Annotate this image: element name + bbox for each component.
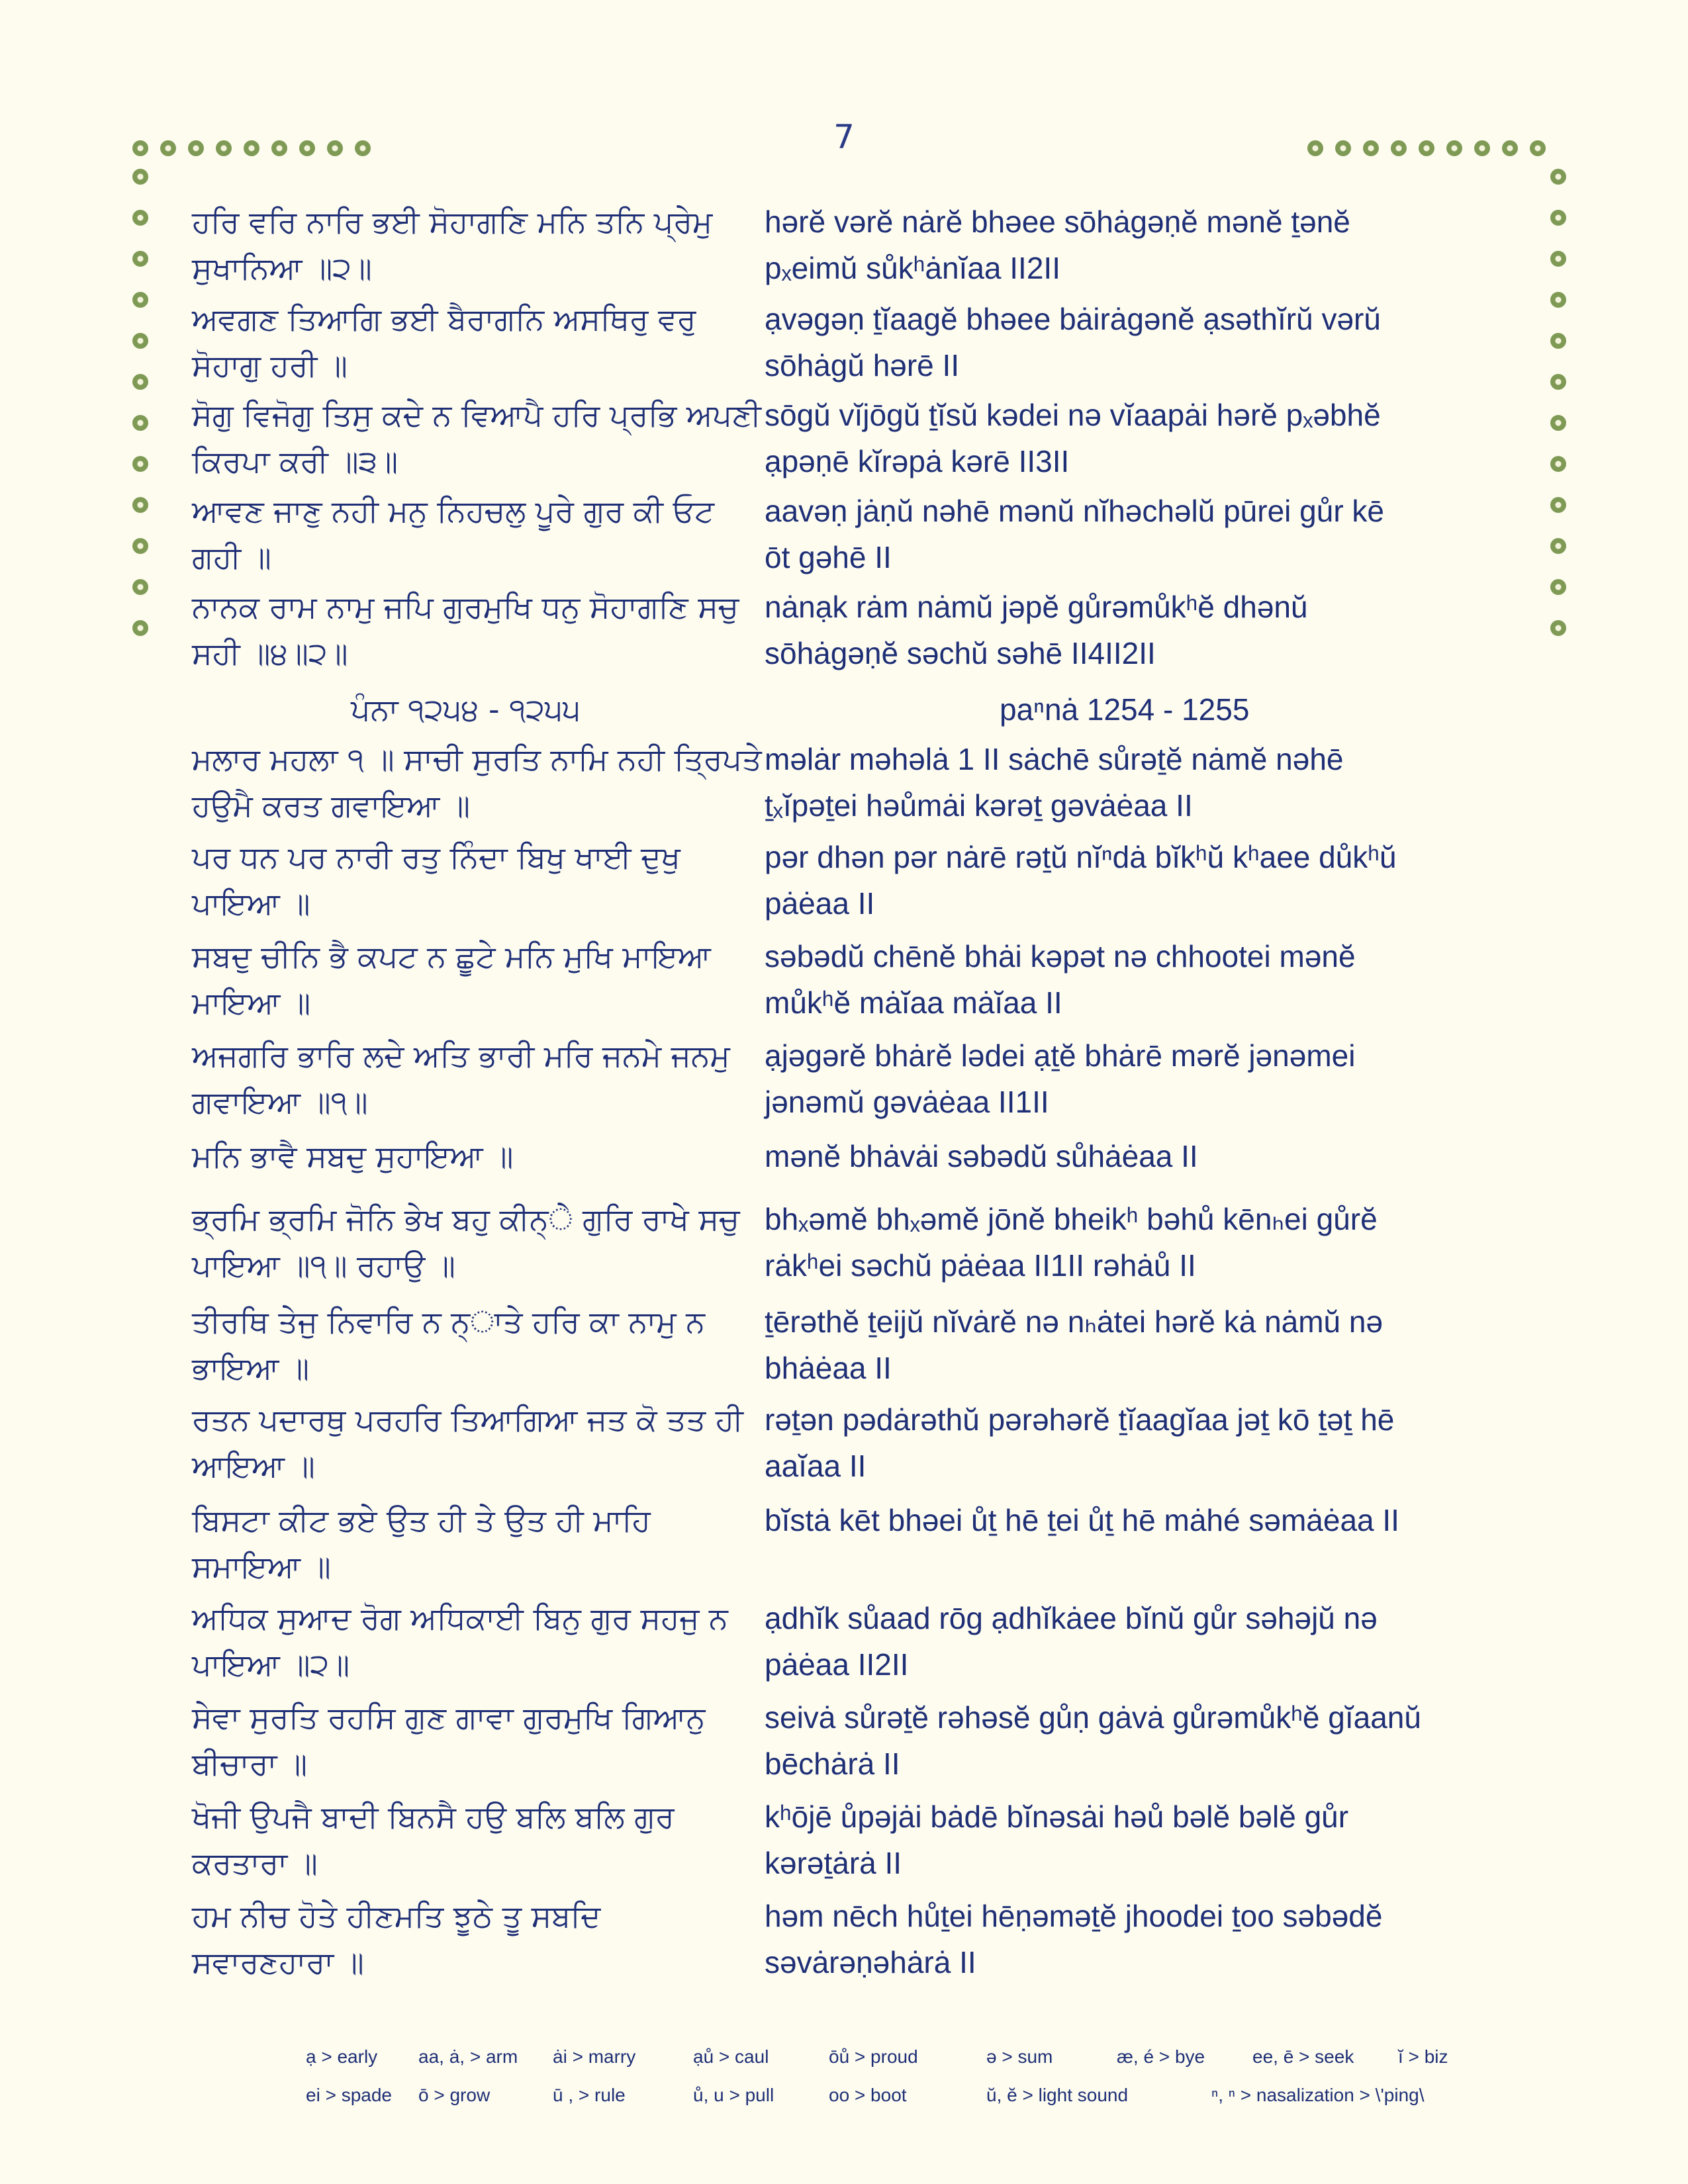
flower-ornament-icon <box>132 333 148 349</box>
flower-ornament-icon <box>1550 620 1566 636</box>
legend-entry: æ, é > bye <box>1117 2046 1205 2067</box>
legend-entry: oo > boot <box>829 2085 907 2105</box>
transliteration-line: aaĭaa II <box>765 1449 867 1483</box>
gurmukhi-line: ਖੋਜੀ ਉਪਜੈ ਬਾਦੀ ਬਿਨਸੈ ਹਉ ਬਲਿ ਬਲਿ ਗੁਰ <box>192 1799 675 1835</box>
gurmukhi-line: ਹਉਮੈ ਕਰਤ ਗਵਾਇਆ ॥ <box>192 788 470 823</box>
flower-ornament-icon <box>1550 251 1566 267</box>
transliteration-column <box>765 0 1519 2184</box>
transliteration-line: kʰōjē ůpəjȧi bȧdē bĭnəsȧi həů bəlĕ bəlĕ gůr <box>765 1799 1349 1834</box>
section-heading-transliteration: paⁿnȧ 1254 - 1255 <box>1000 692 1250 727</box>
flower-ornament-icon <box>132 579 148 595</box>
section-heading-gurmukhi: ਪੰਨਾ ੧੨੫੪ - ੧੨੫੫ <box>351 692 581 727</box>
legend-entry: ee, ē > seek <box>1252 2046 1354 2067</box>
gurmukhi-line: ਮਾਇਆ ॥ <box>192 985 311 1021</box>
legend-entry: ō > grow <box>418 2085 491 2105</box>
gurmukhi-line: ਬਿਸਟਾ ਕੀਟ ਭਏ ਉਤ ਹੀ ਤੇ ਉਤ ਹੀ ਮਾਹਿ <box>192 1502 651 1538</box>
transliteration-line: nȧnạk rȧm nȧmŭ jəpĕ gůrəmůkʰĕ dhənŭ <box>765 590 1308 624</box>
flower-ornament-icon <box>132 497 148 513</box>
flower-ornament-icon <box>132 140 148 156</box>
gurmukhi-line: ਕਿਰਪਾ ਕਰੀ ॥੩॥ <box>192 443 399 479</box>
gurmukhi-line: ਭ੍ਰਮਿ ਭ੍ਰਮਿ ਜੋਨਿ ਭੇਖ ਬਹੁ ਕੀਨ੍ੇ ਗੁਰਿ ਰਾਖੇ ਸਚੁ <box>192 1201 740 1237</box>
transliteration-line: sōhȧgŭ hərē II <box>765 348 960 383</box>
flower-ornament-icon <box>1530 140 1546 156</box>
legend-entry: aa, ȧ, > arm <box>418 2046 518 2067</box>
gurmukhi-line: ਅਜਗਰਿ ਭਾਰਿ ਲਦੇ ਅਤਿ ਭਾਰੀ ਮਰਿ ਜਨਮੇ ਜਨਮੁ <box>192 1038 730 1073</box>
flower-ornament-icon <box>1550 456 1566 472</box>
legend-entry: ạů > caul <box>693 2046 769 2067</box>
transliteration-line: rȧkʰei səchŭ pȧėaa II1II rəhȧů II <box>765 1248 1196 1283</box>
flower-ornament-icon <box>1550 415 1566 431</box>
legend-entry: ə > sum <box>986 2046 1053 2067</box>
legend-entry: ōů > proud <box>829 2046 918 2067</box>
transliteration-line: bēchȧrȧ II <box>765 1747 900 1781</box>
gurmukhi-line: ਪਾਇਆ ॥੨॥ <box>192 1647 350 1682</box>
legend-entry: ȧi > marry <box>553 2046 636 2067</box>
transliteration-line: ṯērəthĕ ṯeijŭ nĭvȧrĕ nə nₕȧtei hərĕ kȧ nȧmŭ nə <box>765 1304 1383 1339</box>
transliteration-line: pₓeimŭ sůkʰȧnĭaa II2II <box>765 251 1060 285</box>
gurmukhi-line: ਪਰ ਧਨ ਪਰ ਨਾਰੀ ਰਤੁ ਨਿੰਦਾ ਬਿਖੁ ਖਾਈ ਦੁਖੁ <box>192 839 680 875</box>
flower-ornament-icon <box>132 620 148 636</box>
transliteration-line: rəṯən pədȧrəthŭ pərəhərĕ ṯĭaagĭaa jəṯ kō ṯəṯ hē <box>765 1402 1395 1437</box>
transliteration-line: ạpəṇē kĭrəpȧ kərē II3II <box>765 444 1070 478</box>
legend-entry: ŭ, ĕ > light sound <box>986 2085 1129 2105</box>
legend-entry: ĭ > biz <box>1398 2046 1448 2067</box>
legend-entry: ạ > early <box>306 2046 378 2067</box>
flower-ornament-icon <box>132 210 148 226</box>
transliteration-line: pər dhən pər nȧrē rəṯŭ nĭⁿdȧ bĭkʰŭ kʰaee důkʰŭ <box>765 840 1397 874</box>
transliteration-line: səvȧrəṇəhȧrȧ II <box>765 1945 976 1979</box>
legend-entry: ů, u > pull <box>693 2085 774 2105</box>
gurmukhi-line: ਮਨਿ ਭਾਵੈ ਸਬਦੁ ਸੁਹਾਇਆ ॥ <box>192 1138 514 1174</box>
flower-ornament-icon <box>1550 579 1566 595</box>
gurmukhi-line: ਅਧਿਕ ਸੁਆਦ ਰੋਗ ਅਧਿਕਾਈ ਬਿਨੁ ਗੁਰ ਸਹਜੁ ਨ <box>192 1600 728 1636</box>
transliteration-line: həm nēch hůṯei hēṇəməṯĕ jhoodei ṯoo səbədĕ <box>765 1899 1383 1933</box>
flower-ornament-icon <box>132 169 148 185</box>
gurmukhi-line: ਕਰਤਾਰਾ ॥ <box>192 1845 318 1881</box>
transliteration-line: aavəṇ jȧṇŭ nəhē mənŭ nĭhəchəlŭ pūrei gůr kē <box>765 494 1385 528</box>
transliteration-line: ạvəgəṇ ṯĭaagĕ bhəee bȧirȧgənĕ ạsəthĭrŭ vərŭ <box>765 302 1381 336</box>
gurmukhi-line: ਹਮ ਨੀਚ ਹੋਤੇ ਹੀਣਮਤਿ ਝੂਠੇ ਤੂ ਸਬਦਿ <box>192 1898 601 1934</box>
transliteration-line: seivȧ sůrəṯĕ rəhəsĕ gůṇ gȧvȧ gůrəmůkʰĕ gĭaanŭ <box>765 1700 1421 1735</box>
flower-ornament-icon <box>1550 292 1566 308</box>
transliteration-line: bhₓəmĕ bhₓəmĕ jōnĕ bheikʰ bəhů kēnₕei gůrĕ <box>765 1202 1378 1236</box>
gurmukhi-line: ਅਵਗਣ ਤਿਆਗਿ ਭਈ ਬੈਰਾਗਨਿ ਅਸਥਿਰੁ ਵਰੁ <box>192 301 696 337</box>
gurmukhi-line: ਪਾਇਆ ॥ <box>192 886 310 921</box>
flower-ornament-icon <box>132 415 148 431</box>
flower-ornament-icon <box>132 538 148 554</box>
legend-entry: ei > spade <box>306 2085 392 2105</box>
gurmukhi-line: ਭਾਇਆ ॥ <box>192 1350 310 1386</box>
gurmukhi-line: ਆਇਆ ॥ <box>192 1448 315 1484</box>
transliteration-line: ōt gəhē II <box>765 540 892 574</box>
gurmukhi-line: ਆਵਣ ਜਾਣੁ ਨਹੀ ਮਨੁ ਨਿਹਚਲੁ ਪੂਰੇ ਗੁਰ ਕੀ ਓਟ <box>192 493 715 529</box>
flower-ornament-icon <box>1550 538 1566 554</box>
flower-ornament-icon <box>132 292 148 308</box>
gurmukhi-line: ਸੋਹਾਗੁ ਹਰੀ ॥ <box>192 347 348 383</box>
gurmukhi-line: ਸੁਖਾਨਿਆ ॥੨॥ <box>192 250 372 286</box>
flower-ornament-icon <box>1550 374 1566 390</box>
gurmukhi-line: ਰਤਨ ਪਦਾਰਥੁ ਪਰਹਰਿ ਤਿਆਗਿਆ ਜਤ ਕੋ ਤਤ ਹੀ <box>192 1402 743 1437</box>
flower-ornament-icon <box>132 374 148 390</box>
flower-ornament-icon <box>132 456 148 472</box>
gurmukhi-line: ਗਹੀ ॥ <box>192 539 271 575</box>
transliteration-line: můkʰĕ mȧĭaa mȧĭaa II <box>765 985 1062 1020</box>
transliteration-line: jənəmŭ gəvȧėaa II1II <box>765 1085 1049 1119</box>
gurmukhi-line: ਸੇਵਾ ਸੁਰਤਿ ਰਹਸਿ ਗੁਣ ਗਾਵਾ ਗੁਰਮੁਖਿ ਗਿਆਨੁ <box>192 1700 706 1735</box>
gurmukhi-line: ਸਬਦੁ ਚੀਨਿ ਭੈ ਕਪਟ ਨ ਛੂਟੇ ਮਨਿ ਮੁਖਿ ਮਾਇਆ <box>192 938 711 974</box>
transliteration-line: mənĕ bhȧvȧi səbədŭ sůhȧėaa II <box>765 1139 1198 1173</box>
gurmukhi-line: ਪਾਇਆ ॥੧॥ ਰਹਾਉ ॥ <box>192 1248 455 1283</box>
gurmukhi-line: ਗਵਾਇਆ ॥੧॥ <box>192 1084 368 1120</box>
flower-ornament-icon <box>1550 333 1566 349</box>
gurmukhi-column <box>192 0 762 2184</box>
transliteration-line: hərĕ vərĕ nȧrĕ bhəee sōhȧgəṇĕ mənĕ ṯənĕ <box>765 205 1350 239</box>
legend-entry: ū , > rule <box>553 2085 626 2105</box>
transliteration-line: sōgŭ vĭjōgŭ ṯĭsŭ kədei nə vĭaapȧi hərĕ pₓəbhĕ <box>765 398 1381 432</box>
transliteration-line: məlȧr məhəlȧ 1 II sȧchē sůrəṯĕ nȧmĕ nəhē <box>765 742 1344 776</box>
transliteration-line: bhȧėaa II <box>765 1351 892 1385</box>
flower-ornament-icon <box>1550 210 1566 226</box>
gurmukhi-line: ਤੀਰਥਿ ਤੇਜੁ ਨਿਵਾਰਿ ਨ ਨ੍ਾਤੇ ਹਰਿ ਕਾ ਨਾਮੁ ਨ <box>192 1304 706 1340</box>
gurmukhi-line: ਬੀਚਾਰਾ ॥ <box>192 1746 308 1782</box>
flower-ornament-icon <box>1550 169 1566 185</box>
flower-ornament-icon <box>160 140 176 156</box>
transliteration-line: kərəṯȧrȧ II <box>765 1846 902 1880</box>
transliteration-line: səbədŭ chēnĕ bhȧi kəpət nə chhootei mənĕ <box>765 939 1356 974</box>
gurmukhi-line: ਸੋਗੁ ਵਿਜੋਗੁ ਤਿਸੁ ਕਦੇ ਨ ਵਿਆਪੈ ਹਰਿ ਪ੍ਰਭਿ ਅਪਣੀ <box>192 397 761 433</box>
transliteration-line: pȧėaa II2II <box>765 1647 909 1682</box>
flower-ornament-icon <box>1550 497 1566 513</box>
flower-ornament-icon <box>132 251 148 267</box>
transliteration-line: ṯₓĭpəṯei həůmȧi kərəṯ gəvȧėaa II <box>765 788 1193 823</box>
transliteration-line: sōhȧgəṇĕ səchŭ səhē II4II2II <box>765 636 1156 670</box>
legend-entry: ⁿ, ⁿ > nasalization > \'ping\ <box>1211 2085 1425 2105</box>
transliteration-line: ạjəgərĕ bhȧrĕ lədei ạṯĕ bhȧrē mərĕ jənəmei <box>765 1038 1356 1073</box>
gurmukhi-line: ਸਵਾਰਣਹਾਰਾ ॥ <box>192 1944 364 1980</box>
page-number: 7 <box>833 118 855 156</box>
transliteration-line: ạdhĭk sůaad rōg ạdhĭkȧee bĭnŭ gůr səhəjŭ nə <box>765 1601 1378 1635</box>
gurmukhi-line: ਸਮਾਇਆ ॥ <box>192 1549 331 1584</box>
transliteration-line: pȧėaa II <box>765 886 875 921</box>
transliteration-line: bĭstȧ kēt bhəei ůṯ hē ṯei ůṯ hē mȧhé səmȧėaa II <box>765 1503 1399 1537</box>
gurmukhi-line: ਹਰਿ ਵਰਿ ਨਾਰਿ ਭਈ ਸੋਹਾਗਣਿ ਮਨਿ ਤਨਿ ਪ੍ਰੇਮੁ <box>192 204 713 240</box>
gurmukhi-line: ਸਹੀ ॥੪॥੨॥ <box>192 635 348 671</box>
gurmukhi-line: ਮਲਾਰ ਮਹਲਾ ੧ ॥ ਸਾਚੀ ਸੁਰਤਿ ਨਾਮਿ ਨਹੀ ਤ੍ਰਿਪਤੇ <box>192 741 762 777</box>
gurmukhi-line: ਨਾਨਕ ਰਾਮ ਨਾਮੁ ਜਪਿ ਗੁਰਮੁਖਿ ਧਨੁ ਸੋਹਾਗਣਿ ਸਚੁ <box>192 589 739 625</box>
